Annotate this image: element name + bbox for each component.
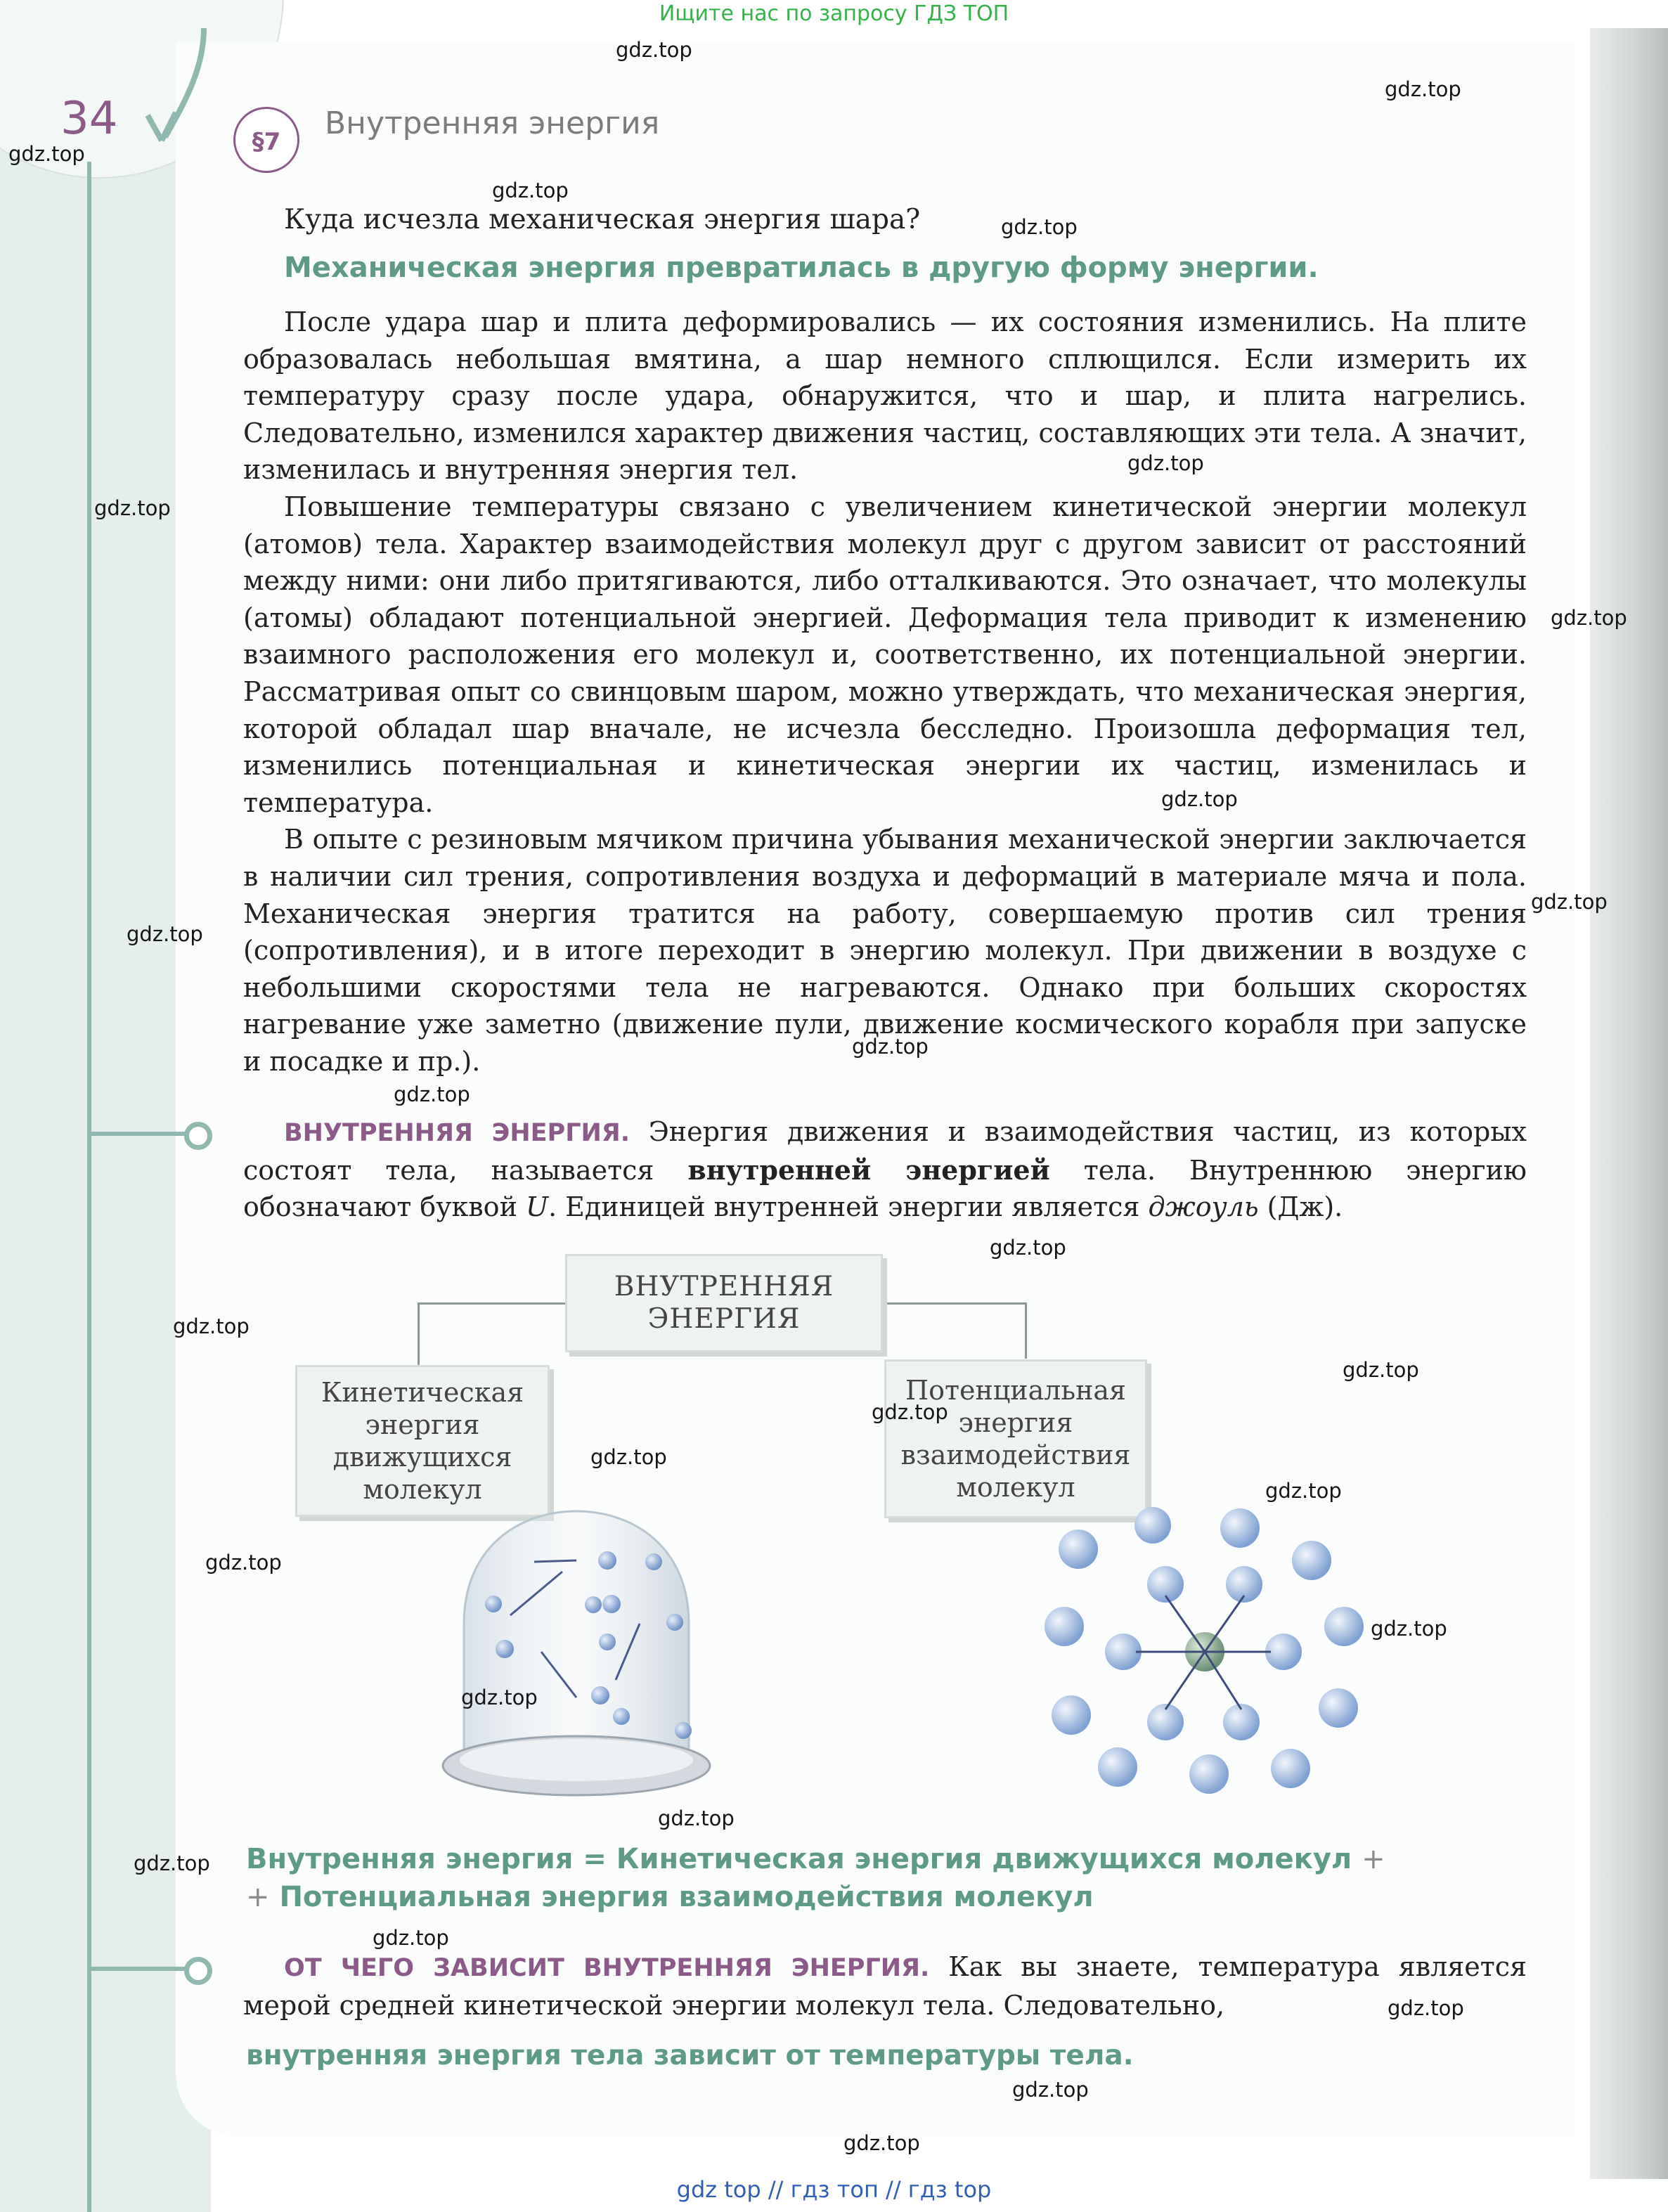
main-text xyxy=(243,304,1527,1080)
watermark: gdz.top xyxy=(658,1806,735,1830)
watermark: gdz.top xyxy=(1012,2078,1089,2102)
watermark: gdz.top xyxy=(1161,787,1238,811)
margin-timeline-line xyxy=(87,162,91,2212)
diagram-potential-box: Потенциальная энергия взаимодействия молекул xyxy=(884,1359,1147,1518)
definition-block xyxy=(243,1113,1527,1226)
watermark: gdz.top xyxy=(394,1082,470,1106)
watermark: gdz.top xyxy=(8,142,85,166)
watermark: gdz.top xyxy=(1385,77,1461,101)
watermark: gdz.top xyxy=(94,496,171,520)
dependence-paragraph xyxy=(243,1948,1527,2024)
watermark: gdz.top xyxy=(852,1035,929,1059)
dependence-term: ОТ ЧЕГО ЗАВИСИТ ВНУТРЕННЯЯ ЭНЕРГИЯ. xyxy=(284,1954,930,1982)
diagram-connector xyxy=(418,1302,420,1366)
definition-term: ВНУТРЕННЯЯ ЭНЕРГИЯ. xyxy=(284,1119,631,1147)
watermark: gdz.top xyxy=(134,1851,210,1875)
watermark: gdz.top xyxy=(1265,1479,1342,1503)
energy-formula-line2 xyxy=(246,1881,1525,1913)
watermark: gdz.top xyxy=(1388,1996,1464,2020)
watermark: gdz.top xyxy=(1551,606,1627,630)
diagram-connector xyxy=(418,1302,565,1305)
intro-question: Куда исчезла механическая энергия шара? xyxy=(284,204,921,235)
energy-symbol: U xyxy=(525,1191,548,1223)
diagram-main-box: ВНУТРЕННЯЯ ЭНЕРГИЯ xyxy=(565,1254,883,1352)
top-banner[interactable]: Ищите нас по запросу ГДЗ ТОП xyxy=(659,1,1009,26)
paragraph: После удара шар и плита деформировались — их состояния изменились. На плите образовалась небольшая вмятина, а шар немного сплющился. Если измерить их температуру сразу после удара, обнаружится, что и шар, и плита нагрелись. Следовательно, изменился характер движения частиц, составляющих эти тела. А значит, изменилась и внутренняя энергия тел. xyxy=(243,306,1527,486)
formula-plus: + xyxy=(1362,1843,1385,1875)
watermark: gdz.top xyxy=(616,38,692,62)
diagram-connector xyxy=(1025,1302,1027,1359)
energy-formula-line1 xyxy=(246,1843,1525,1875)
energy-unit: джоуль xyxy=(1148,1191,1259,1223)
formula-left: Внутренняя энергия = Кинетическая энергия движущихся молекул xyxy=(246,1843,1352,1875)
page-number: 34 xyxy=(60,93,118,145)
watermark: gdz.top xyxy=(1531,890,1608,914)
watermark: gdz.top xyxy=(373,1926,449,1950)
watermark: gdz.top xyxy=(127,922,203,946)
timeline-branch xyxy=(87,1967,189,1971)
watermark: gdz.top xyxy=(990,1236,1066,1260)
dependence-conclusion: внутренняя энергия тела зависит от температуры тела. xyxy=(246,2040,1134,2071)
formula-right: Потенциальная энергия взаимодействия молекул xyxy=(279,1881,1094,1913)
watermark: gdz.top xyxy=(1127,451,1204,475)
watermark: gdz.top xyxy=(1371,1617,1447,1641)
definition-text: Энергия движения и взаимодействия частиц, из которых состоят тела, называется xyxy=(243,1116,1527,1186)
definition-text: тела. Внутреннюю энергию обозначают буквой xyxy=(243,1154,1527,1223)
watermark: gdz.top xyxy=(1343,1358,1419,1382)
section-title: Внутренняя энергия xyxy=(325,105,660,141)
paragraph: В опыте с резиновым мячиком причина убывания механической энергии заключается в наличии сил трения, сопротивления воздуха и деформаций в материале мяча и пола. Механическая энергия тратится на работу, совершаемую против сил трения (сопротивления), и в итоге переходит в энергию молекул. При движении в воздухе с небольшими скоростями тела не нагреваются. Однако при больших скоростях нагревание уже заметно (движение пули, движение космического корабля при запуске и посадке и пр.). xyxy=(243,824,1527,1077)
watermark: gdz.top xyxy=(461,1686,538,1709)
watermark: gdz.top xyxy=(590,1445,667,1469)
watermark: gdz.top xyxy=(492,179,569,202)
diagram-kinetic-box: Кинетическая энергия движущихся молекул xyxy=(295,1365,550,1517)
watermark: gdz.top xyxy=(843,2131,920,2155)
paragraph: Повышение температуры связано с увеличением кинетической энергии молекул (атомов) тела. Характер взаимодействия молекул друг с другом зависит от расстояний между ними: они либо притягиваются, либо отталкиваются. Это означает, что молекулы (атомы) обладают потенциальной энергией. Деформация тела приводит к изменению взаимного расположения его молекул и, соответственно, их потенциальной энергии. Рассматривая опыт со свинцовым шаром, можно утверждать, что механическая энергия, которой обладал шар вначале, не исчезла бесследно. Произошла деформация тел, изменились потенциальная и кинетическая энергии их частиц, изменилась и температура. xyxy=(243,491,1527,818)
diagram-connector xyxy=(879,1302,1026,1305)
definition-bold-term: внутренней энергией xyxy=(687,1153,1050,1186)
molecule-lattice-illustration xyxy=(1030,1504,1396,1813)
bottom-banner[interactable]: gdz top // гдз топ // гдз top xyxy=(676,2176,992,2203)
intro-answer: Механическая энергия превратилась в другую форму энергии. xyxy=(284,252,1319,284)
bell-jar-illustration xyxy=(436,1504,731,1813)
watermark: gdz.top xyxy=(872,1400,948,1424)
definition-paragraph xyxy=(243,1113,1527,1226)
section-badge: §7 xyxy=(233,107,299,173)
definition-text: . Единицей внутренней энергии является xyxy=(548,1191,1149,1223)
timeline-node-definition xyxy=(184,1122,212,1150)
formula-plus: + xyxy=(246,1881,270,1913)
timeline-branch xyxy=(87,1132,189,1136)
dependence-text: Как вы знаете, температура является мерой средней кинетической энергии молекул тела. Следовательно, xyxy=(243,1951,1527,2021)
dependence-block xyxy=(243,1948,1527,2024)
timeline-node-dependence xyxy=(184,1957,212,1985)
watermark: gdz.top xyxy=(173,1314,250,1338)
watermark: gdz.top xyxy=(205,1551,282,1574)
watermark: gdz.top xyxy=(1001,215,1078,239)
definition-text: (Дж). xyxy=(1258,1191,1343,1223)
book-spine-edge xyxy=(1590,28,1668,2179)
